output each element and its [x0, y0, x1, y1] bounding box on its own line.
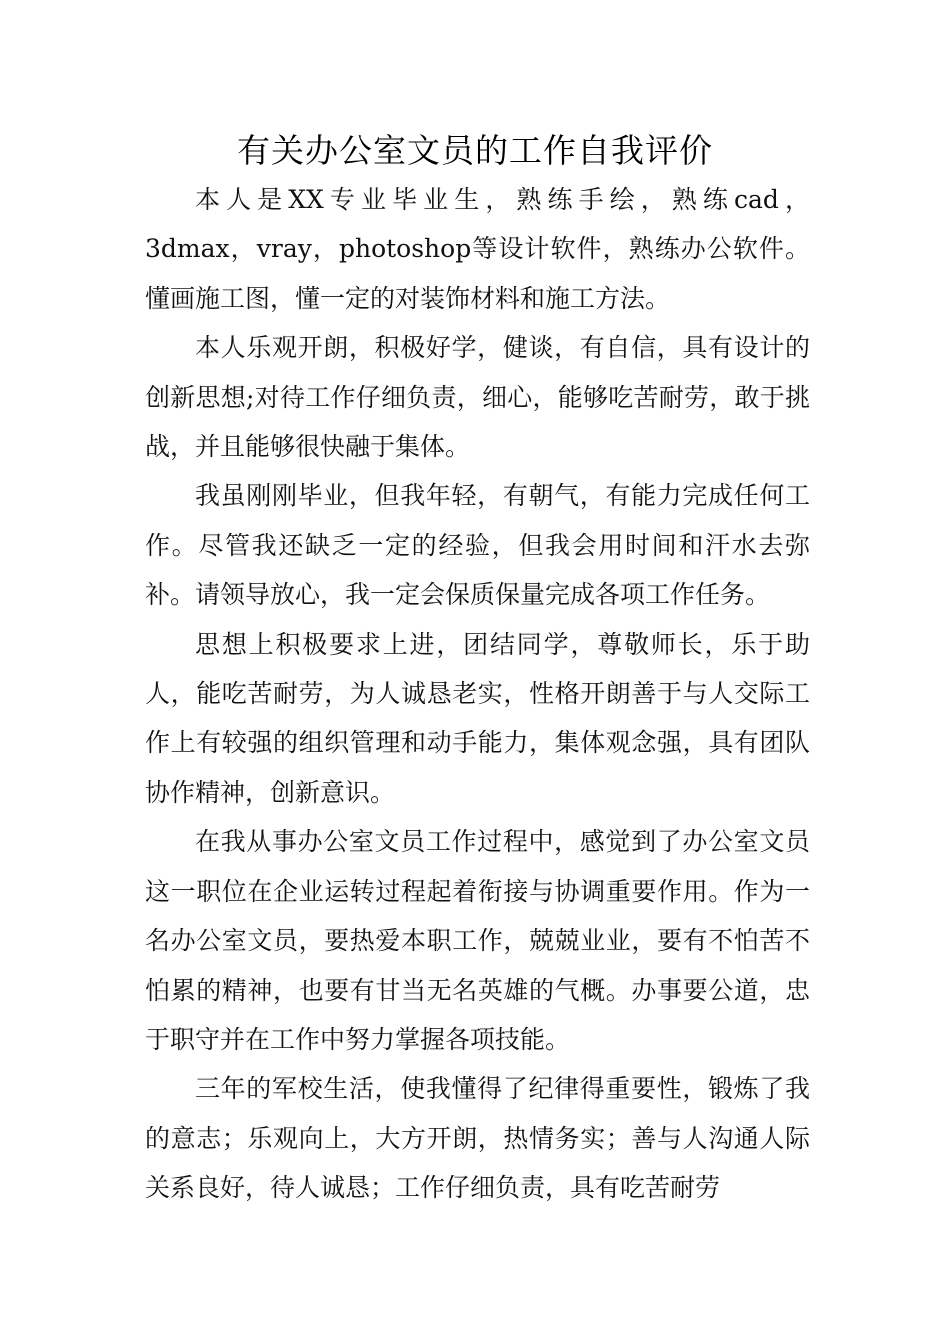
document-title: 有关办公室文员的工作自我评价: [237, 131, 713, 170]
paragraph-1: 本人是XX专业毕业生，熟练手绘，熟练cad，3dmax，vray，photoshop等设计软件，熟练办公软件。懂画施工图，懂一定的对装饰材料和施工方法。: [145, 185, 810, 313]
paragraph-2: 本人乐观开朗，积极好学，健谈，有自信，具有设计的创新思想;对待工作仔细负责，细心，能够吃苦耐劳，敢于挑战，并且能够很快融于集体。: [145, 333, 810, 462]
paragraph-3: 我虽刚刚毕业，但我年轻，有朝气，有能力完成任何工作。尽管我还缺乏一定的经验，但我会用时间和汗水去弥补。请领导放心，我一定会保质保量完成各项工作任务。: [145, 481, 810, 610]
paragraph-4: 思想上积极要求上进，团结同学，尊敬师长，乐于助人，能吃苦耐劳，为人诚恳老实，性格开朗善于与人交际工作上有较强的组织管理和动手能力，集体观念强，具有团队协作精神，创新意识。: [145, 629, 810, 807]
paragraph-6: 三年的军校生活，使我懂得了纪律得重要性，锻炼了我的意志；乐观向上，大方开朗，热情务实；善与人沟通人际关系良好，待人诚恳；工作仔细负责，具有吃苦耐劳: [145, 1074, 810, 1203]
paragraph-5: 在我从事办公室文员工作过程中，感觉到了办公室文员这一职位在企业运转过程起着衔接与协调重要作用。作为一名办公室文员，要热爱本职工作，兢兢业业，要有不怕苦不怕累的精神，也要有甘当无名英雄的气概。办事要公道，忠于职守并在工作中努力掌握各项技能。: [145, 827, 810, 1054]
document-body: [145, 175, 810, 1213]
